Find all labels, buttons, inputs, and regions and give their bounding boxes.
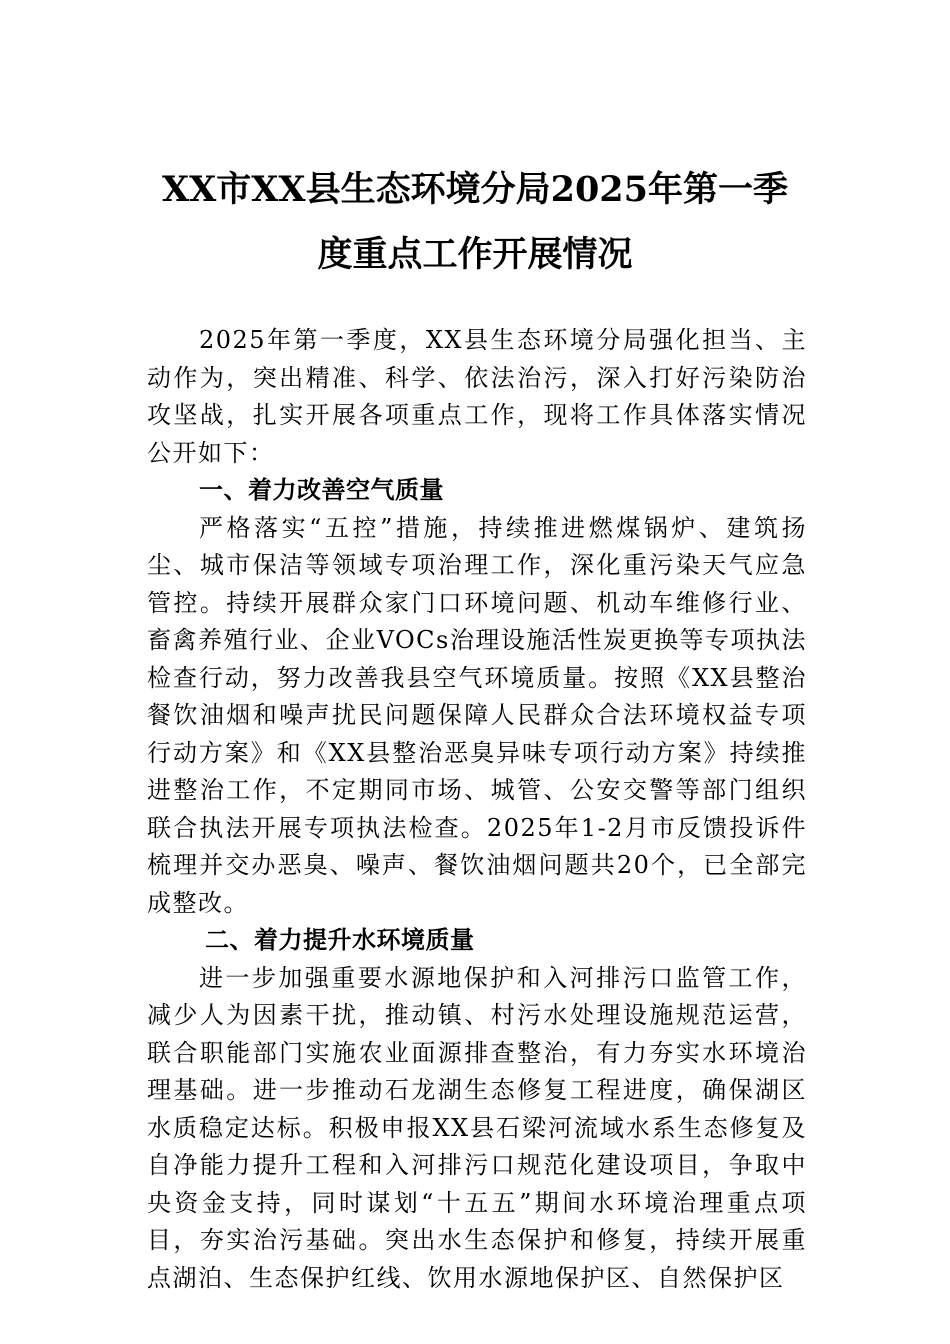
section-1-heading: 一、着力改善空气质量 bbox=[199, 476, 444, 504]
document-body bbox=[147, 322, 807, 1297]
intro-paragraph: 2025年第一季度，XX县生态环境分局强化担当、主动作为，突出精准、科学、依法治污，深入打好污染防治攻坚战，扎实开展各项重点工作，现将工作具体落实情况公开如下： bbox=[147, 326, 807, 467]
section-1-paragraph: 严格落实“五控”措施，持续推进燃煤锅炉、建筑扬尘、城市保洁等领域专项治理工作，深化重污染天气应急管控。持续开展群众家门口环境问题、机动车维修行业、畜禽养殖行业、企业VOCs治理设施活性炭更换等专项执法检查行动，努力改善我县空气环境质量。按照《XX县整治餐饮油烟和噪声扰民问题保障人民群众合法环境权益专项行动方案》和《XX县整治恶臭异味专项行动方案》持续推进整治工作，不定期同市场、城管、公安交警等部门组织联合执法开展专项执法检查。2025年1-2月市反馈投诉件梳理并交办恶臭、噪声、餐饮油烟问题共20个，已全部完成整改。 bbox=[147, 513, 807, 917]
document-title-line-1: XX市XX县生态环境分局2025年第一季 bbox=[161, 169, 789, 210]
section-2-heading: 二、着力提升水环境质量 bbox=[205, 926, 475, 954]
section-2-paragraph: 进一步加强重要水源地保护和入河排污口监管工作，减少人为因素干扰，推动镇、村污水处理设施规范运营，联合职能部门实施农业面源排查整治，有力夯实水环境治理基础。进一步推动石龙湖生态修复工程进度，确保湖区水质稳定达标。积极申报XX县石梁河流域水系生态修复及自净能力提升工程和入河排污口规范化建设项目，争取中央资金支持，同时谋划“十五五”期间水环境治理重点项目，夯实治污基础。突出水生态保护和修复，持续开展重点湖泊、生态保护红线、饮用水源地保护区、自然保护区 bbox=[147, 963, 807, 1292]
document-title-line-2: 度重点工作开展情况 bbox=[317, 234, 633, 275]
